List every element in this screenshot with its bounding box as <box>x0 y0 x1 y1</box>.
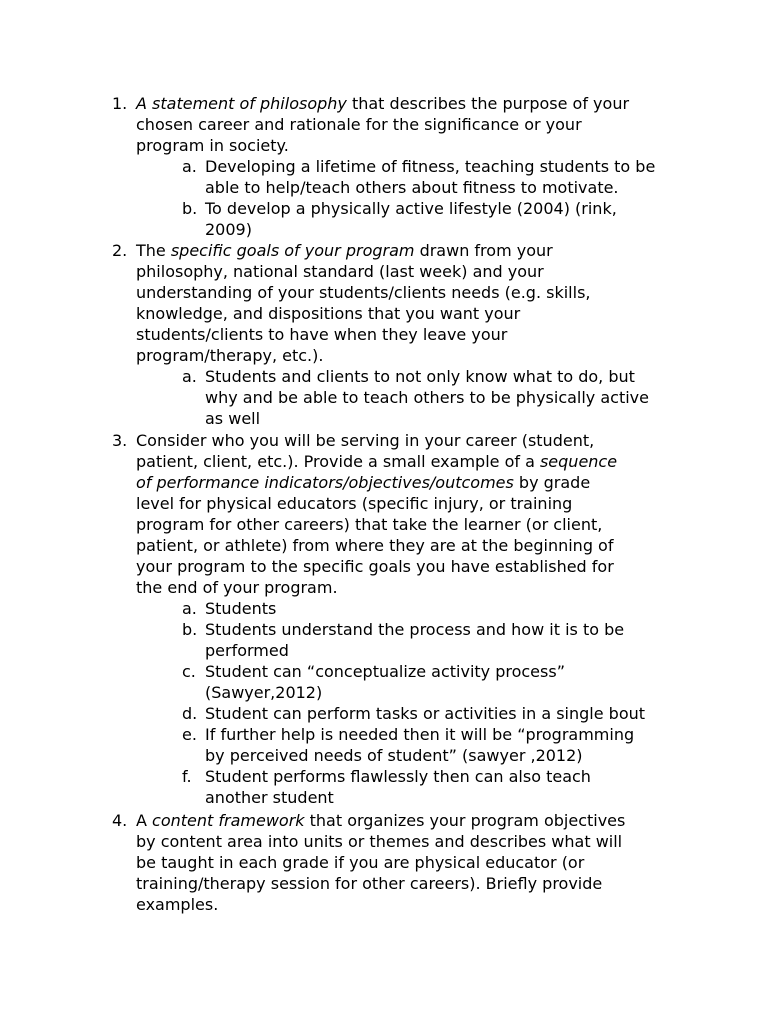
text-line: of performance indicators/objectives/outcomes by grade <box>136 473 591 492</box>
list-item-text <box>136 240 692 429</box>
text-line: your program to the specific goals you have established for <box>136 557 614 576</box>
list-number: 4. <box>112 811 128 830</box>
emphasized-term: A statement of philosophy <box>136 94 347 113</box>
text-line: students/clients to have when they leave your <box>136 325 508 344</box>
sub-list-letter: a. <box>182 157 197 176</box>
text-line: Students and clients to not only know what to do, but <box>205 367 635 386</box>
text-line: Students <box>205 599 277 618</box>
sub-list-item <box>182 661 692 703</box>
text-line: another student <box>205 788 334 807</box>
list-number: 3. <box>112 431 128 450</box>
text-line: training/therapy session for other careers). Briefly provide <box>136 874 603 893</box>
text-line: able to help/teach others about fitness to motivate. <box>205 178 619 197</box>
list-number: 1. <box>112 94 128 113</box>
emphasized-term: of performance indicators/objectives/outcomes <box>136 473 514 492</box>
sub-list-text <box>205 724 692 766</box>
sub-list-item <box>182 724 692 766</box>
sub-list-item <box>182 156 692 198</box>
text-line: The specific goals of your program drawn from your <box>136 241 553 260</box>
text-line: 2009) <box>205 220 252 239</box>
list-item-1 <box>112 93 692 240</box>
text-line: patient, or athlete) from where they are at the beginning of <box>136 536 614 555</box>
sub-list-text <box>205 598 692 619</box>
text-line: Student can “conceptualize activity process” <box>205 662 565 681</box>
list-item-4 <box>112 810 692 915</box>
sub-list-item <box>182 366 692 429</box>
list-item-2 <box>112 240 692 429</box>
sub-list-item <box>182 598 692 619</box>
text-line: performed <box>205 641 289 660</box>
text-line: program for other careers) that take the learner (or client, <box>136 515 603 534</box>
sub-list-letter: b. <box>182 199 198 218</box>
text-line: Consider who you will be serving in your career (student, <box>136 431 595 450</box>
text-line: (Sawyer,2012) <box>205 683 323 702</box>
text-line: understanding of your students/clients needs (e.g. skills, <box>136 283 591 302</box>
sub-list-text <box>205 366 692 429</box>
list-item-3 <box>112 430 692 808</box>
sub-list-letter: b. <box>182 620 198 639</box>
sub-list-letter: a. <box>182 599 197 618</box>
text-line: chosen career and rationale for the significance or your <box>136 115 582 134</box>
sub-list-letter: c. <box>182 662 196 681</box>
text-line: the end of your program. <box>136 578 338 597</box>
sub-list-text <box>205 198 692 240</box>
list-number: 2. <box>112 241 128 260</box>
text-line: A statement of philosophy that describes the purpose of your <box>136 94 630 113</box>
sub-list-text <box>205 703 692 724</box>
sub-list-item <box>182 198 692 240</box>
text-line: If further help is needed then it will be “programming <box>205 725 635 744</box>
emphasized-term: specific goals of your program <box>170 241 415 260</box>
sub-list-item <box>182 619 692 661</box>
sub-list-text <box>205 766 692 808</box>
text-line: by perceived needs of student” (sawyer ,2012) <box>205 746 583 765</box>
text-line: Student performs flawlessly then can also teach <box>205 767 591 786</box>
sub-list-letter: e. <box>182 725 197 744</box>
emphasized-term: content framework <box>152 811 305 830</box>
emphasized-term: sequence <box>539 452 618 471</box>
text-line: patient, client, etc.). Provide a small example of a sequence <box>136 452 618 471</box>
text-line: program in society. <box>136 136 289 155</box>
text-line: examples. <box>136 895 219 914</box>
text-line: Students understand the process and how it is to be <box>205 620 625 639</box>
text-line: program/therapy, etc.). <box>136 346 324 365</box>
list-item-text <box>136 93 692 240</box>
text-line: Developing a lifetime of fitness, teaching students to be <box>205 157 656 176</box>
sub-list-letter: f. <box>182 767 192 786</box>
sub-list-item <box>182 703 692 724</box>
text-line: be taught in each grade if you are physical educator (or <box>136 853 585 872</box>
text-line: philosophy, national standard (last week) and your <box>136 262 544 281</box>
text-line: To develop a physically active lifestyle (2004) (rink, <box>205 199 617 218</box>
list-item-text <box>136 810 692 915</box>
sub-list-letter: a. <box>182 367 197 386</box>
sub-list-text <box>205 156 692 198</box>
sub-list-text <box>205 661 692 703</box>
sub-list-text <box>205 619 692 661</box>
text-line: by content area into units or themes and describes what will <box>136 832 623 851</box>
sub-list-letter: d. <box>182 704 198 723</box>
sub-list-item <box>182 766 692 808</box>
text-line: A content framework that organizes your program objectives <box>136 811 626 830</box>
text-line: why and be able to teach others to be physically active <box>205 388 649 407</box>
text-line: knowledge, and dispositions that you want your <box>136 304 521 323</box>
text-line: level for physical educators (specific injury, or training <box>136 494 573 513</box>
text-line: as well <box>205 409 261 428</box>
text-line: Student can perform tasks or activities in a single bout <box>205 704 646 723</box>
list-item-text <box>136 430 692 808</box>
